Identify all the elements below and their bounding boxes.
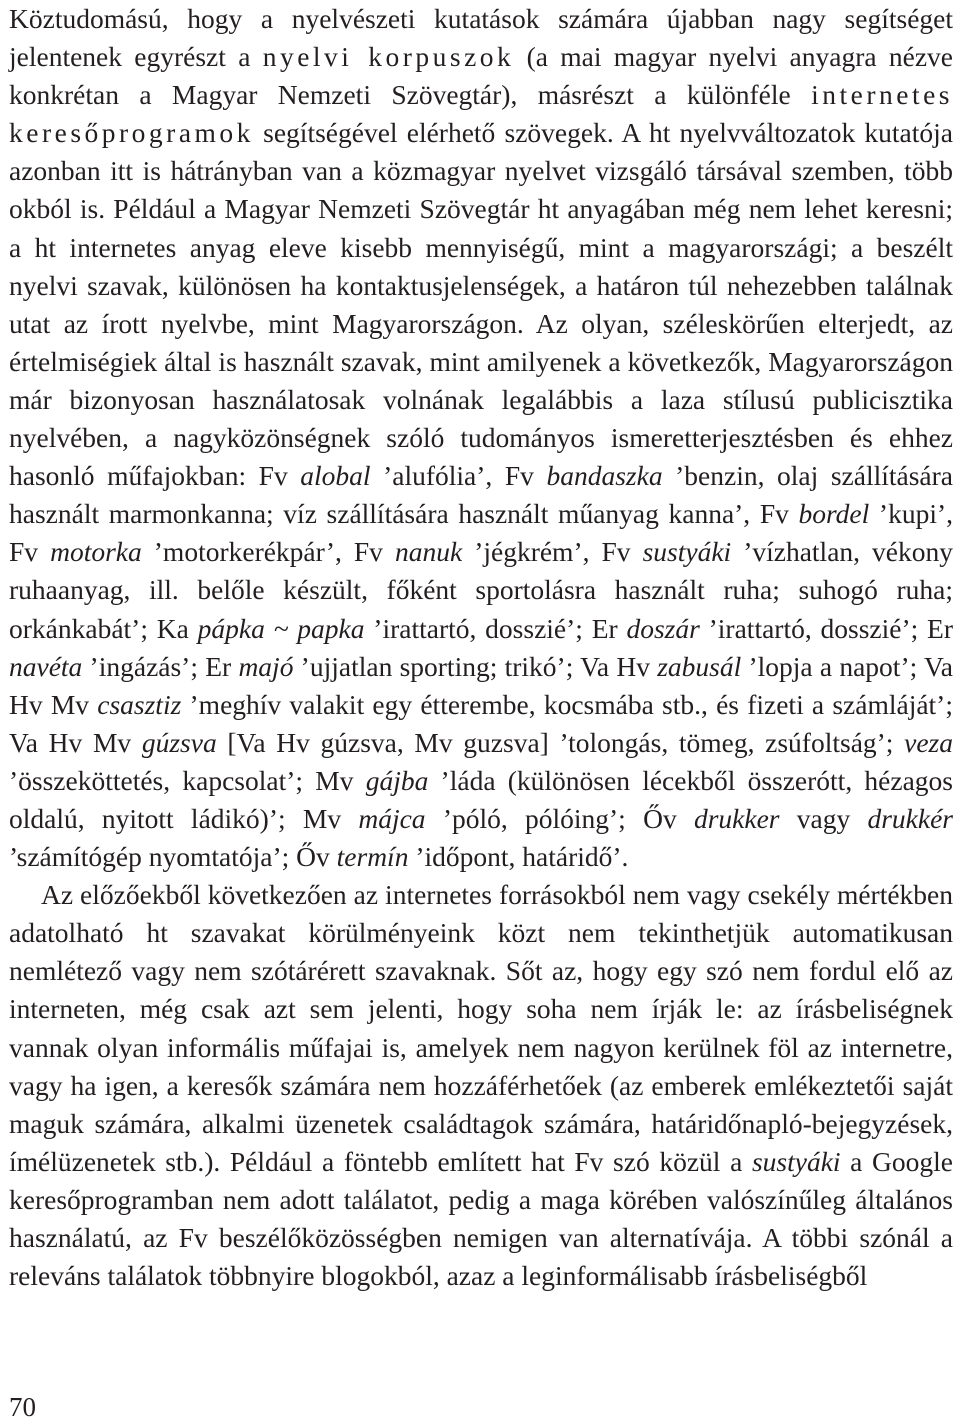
- text-run: ’póló, pólóing’; Őv: [425, 802, 694, 834]
- italic-term: motorka: [50, 536, 142, 568]
- italic-term: doszár: [626, 612, 700, 644]
- text-run: ’láda (különösen lécekből összerótt, hézagos oldalú, nyitott ládikó)’; Mv: [9, 764, 954, 834]
- italic-term: majó: [238, 650, 294, 682]
- italic-term: nanuk: [394, 536, 463, 568]
- italic-term: veza: [904, 726, 953, 758]
- paragraph: [9, 0, 953, 876]
- text-run: vagy: [779, 802, 868, 834]
- text-run: (a mai magyar nyelvi anyagra nézve konkrétan a Magyar Nemzeti Szövegtár), másrészt a különféle: [9, 41, 953, 111]
- spaced-term: nyelvi korpuszok: [262, 41, 515, 73]
- italic-term: bordel: [798, 498, 870, 530]
- italic-term: alobal: [300, 460, 371, 492]
- italic-term: termín: [336, 841, 409, 873]
- text-run: ’benzin, olaj szállítására használt marmonkanna; víz szállítására használt műanyag kanna’, Fv: [9, 460, 953, 530]
- italic-term: gúzsva: [141, 726, 217, 758]
- text-run: ’irattartó, dosszié’; Er: [699, 612, 954, 644]
- text-run: segítségével elérhető szövegek. A ht nyelvváltozatok kutatója azonban itt is hátrányban van a közmagyar nyelvet vizsgáló társával szemben, több okból is. Például a Magyar Nemzeti Szövegtár ht anyagában még nem lehet keresni; a ht internetes anyag eleve kisebb mennyiségű, mint a magyarországi; a beszélt nyelvi szavak, különösen ha kontaktusjelenségek, a határon túl nehezebben találnak utat az írott nyelvbe, mint Magyarországon. Az olyan, széleskörűen elterjedt, az értelmiségiek által is használt szavak, mint amilyenek a következők, Magyarországon már bizonyosan használatosak volnának legalábbis a laza stílusú publicisztika nyelvében, a nagyközönségnek szóló tudományos ismeretterjesztésben és ehhez hasonló műfajokban: Fv: [9, 117, 953, 492]
- text-run: a Google keresőprogramban nem adott találatot, pedig a maga körében valószínűleg általános használatú, az Fv beszélőközösségben nemigen van alternatívája. A többi szónál a releváns találatok többnyire blogokból, azaz a leginformálisabb írásbeliségből: [9, 1145, 953, 1292]
- italic-term: navéta: [9, 650, 83, 682]
- text-run: ’összeköttetés, kapcsolat’; Mv: [9, 764, 366, 796]
- text-run: ’lopja a napot’; Va Hv Mv: [9, 650, 954, 720]
- italic-term: gájba: [365, 764, 429, 796]
- italic-term: sustyáki: [751, 1145, 841, 1177]
- text-run: ’számítógép nyomtatója’; Őv: [9, 841, 337, 873]
- italic-term: drukker: [693, 802, 780, 834]
- spaced-term: internetes keresőprogramok: [9, 79, 953, 149]
- text-run: ’alufólia’, Fv: [370, 460, 547, 492]
- body-text: [9, 0, 953, 1295]
- text-run: ’jégkrém’, Fv: [462, 536, 643, 568]
- text-run: ’vízhatlan, vékony ruhaanyag, ill. belőle készült, főként sportolásra használt ruha; suhogó ruha; orkánkabát’; Ka: [9, 536, 954, 644]
- italic-term: zabusál: [657, 650, 742, 682]
- page-number: 70: [9, 1392, 36, 1422]
- text-run: ’ingázás’; Er: [82, 650, 239, 682]
- text-run: ’ujjatlan sporting; trikó’; Va Hv: [293, 650, 658, 682]
- italic-term: drukkér: [867, 802, 953, 834]
- italic-term: csasztiz: [97, 688, 182, 720]
- paragraph: [9, 876, 953, 1295]
- italic-term: pápka ~ papka: [197, 612, 365, 644]
- italic-term: bandaszka: [546, 460, 663, 492]
- text-run: Köztudomású, hogy a nyelvészeti kutatások számára újabban nagy segítséget jelentenek egyrészt a: [9, 3, 953, 73]
- italic-term: májca: [358, 802, 426, 834]
- text-run: [Va Hv gúzsva, Mv guzsva] ’tolongás, tömeg, zsúfoltság’;: [216, 726, 905, 758]
- text-run: ’időpont, határidő’.: [408, 841, 629, 873]
- italic-term: sustyáki: [642, 536, 732, 568]
- text-run: Az előzőekből következően az internetes forrásokból nem vagy csekély mértékben adatolható ht szavakat körülményeink közt nem tekinthetjük automatikusan nemlétező vagy nem szótárérett szavaknak. Sőt az, hogy egy szó nem fordul elő az interneten, még csak azt sem jelenti, hogy soha nem írják le: az írásbeliségnek vannak olyan informális műfajai is, amelyek nem nagyon kerülnek föl az internetre, vagy ha igen, a keresők számára nem hozzáférhetőek (az emberek emlékeztetői saját maguk számára, alkalmi üzenetek családtagok számára, határidőnapló-bejegyzések, ímélüzenetek stb.). Például a föntebb említett hat Fv szó közül a: [9, 879, 953, 1177]
- text-run: ’irattartó, dosszié’; Er: [364, 612, 627, 644]
- text-run: ’kupi’, Fv: [9, 498, 953, 568]
- text-run: ’motorkerékpár’, Fv: [141, 536, 395, 568]
- text-run: ’meghív valakit egy étterembe, kocsmába stb., és fizeti a számláját’; Va Hv Mv: [9, 688, 953, 758]
